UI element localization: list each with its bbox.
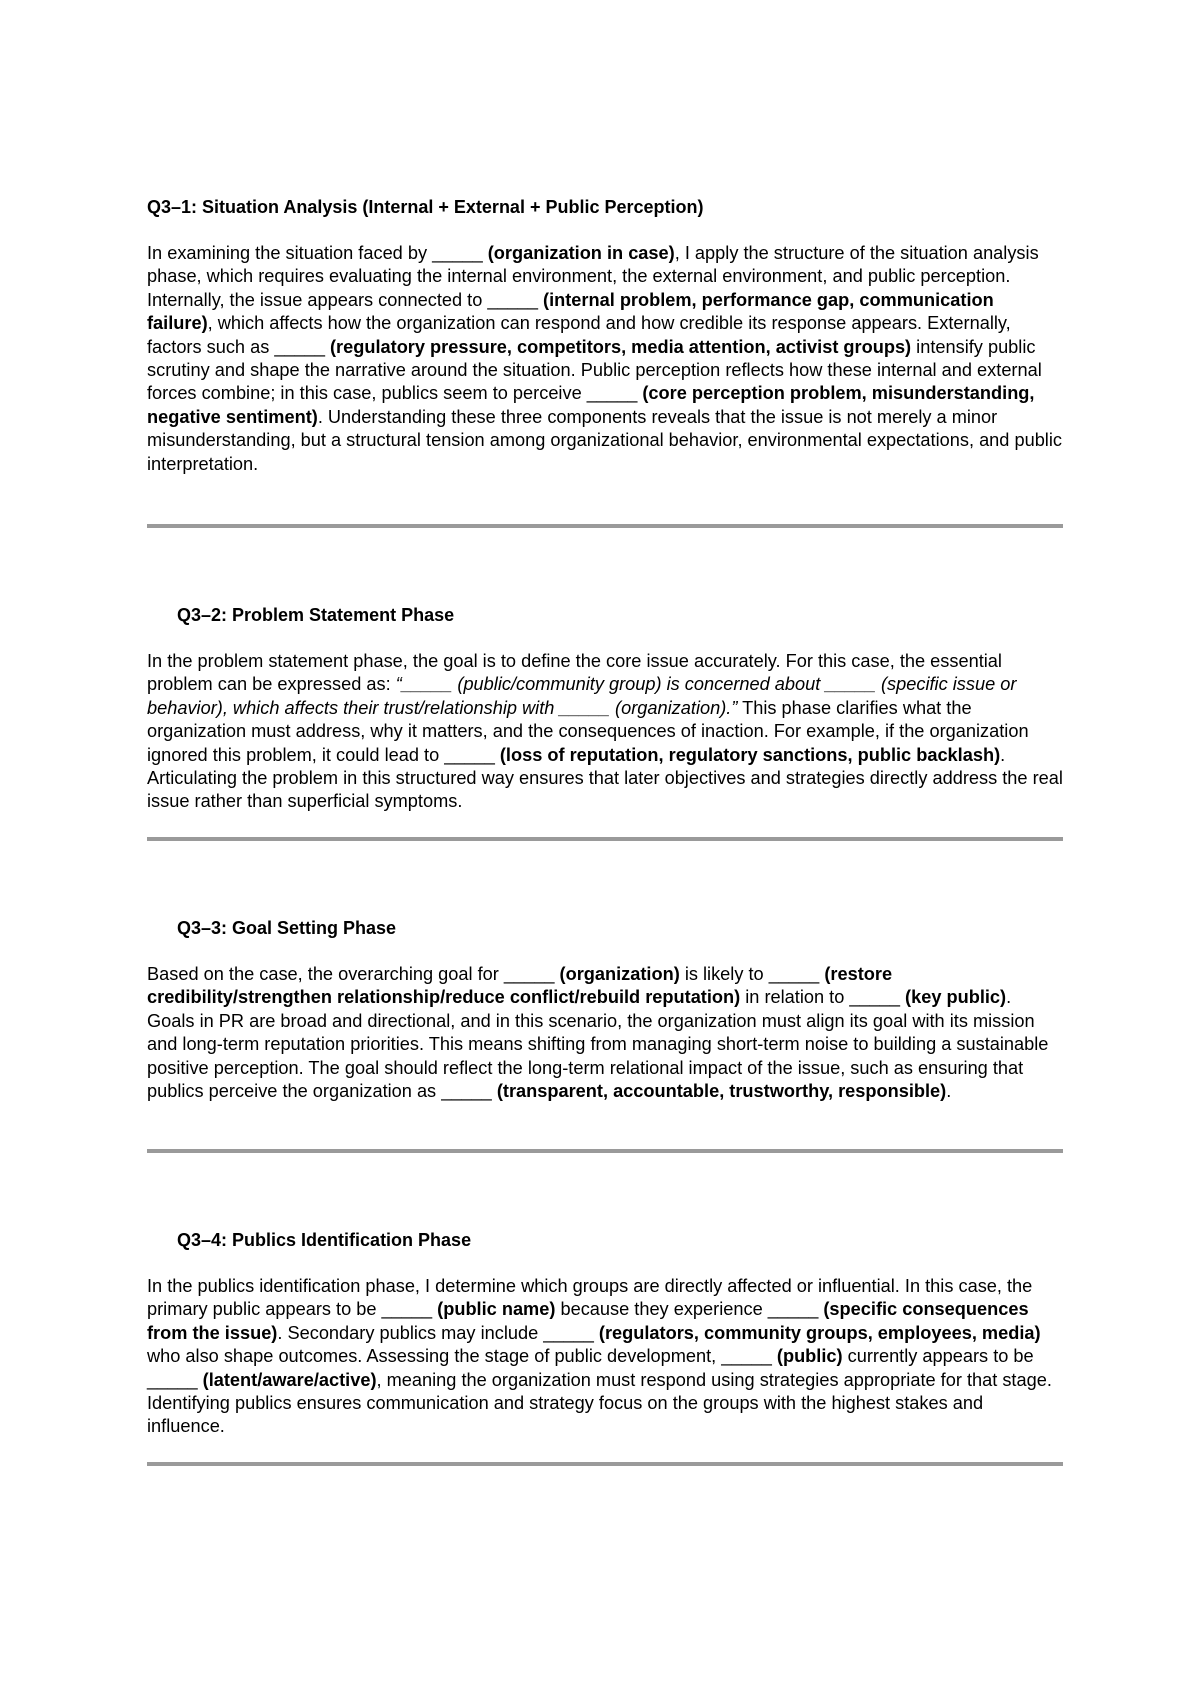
paragraph-text: is likely to _____ [679,964,825,984]
section-divider [147,837,1063,841]
paragraph-text: currently appears to be _____ [147,1346,1034,1390]
placeholder-hint: (organization) [559,964,680,984]
placeholder-hint: (specific consequences from the issue) [147,1299,1029,1343]
section-publics-identification [147,1229,1063,1439]
section-heading: Q3–3: Goal Setting Phase [177,918,397,938]
paragraph-text: because they experience _____ [555,1299,824,1320]
paragraph-text: . [946,1081,952,1102]
paragraph-text: . Understanding these three components reveals that the issue is not merely a minor misunderstanding, but a structural tension among organizational behavior, environmental expectations, and public interpretation. [147,406,1062,474]
paragraph-text: , I apply the structure of the situation analysis phase, which requires evaluating the internal environment, the external environment, and public perception. Internally, the issue appears connected to _____ [147,243,1039,310]
paragraph-text: In the publics identification phase, I determine which groups are directly affected or influential. In this case, the primary public appears to be _____ [147,1276,1033,1320]
placeholder-hint: (transparent, accountable, trustworthy, responsible) [496,1081,947,1102]
section-paragraph [147,1275,1063,1439]
section-heading: Q3–2: Problem Statement Phase [177,605,455,625]
paragraph-text: This phase clarifies what the organization must address, why it matters, and the consequences of inaction. For example, if the organization ignored this problem, it could lead to _____ [147,697,1029,765]
placeholder-hint: (core perception problem, misunderstanding, negative sentiment) [147,383,1035,427]
section-paragraph [147,963,1063,1103]
section-paragraph [147,650,1063,814]
placeholder-hint: (loss of reputation, regulatory sanctions, public backlash) [499,744,1001,765]
section-divider [147,1149,1063,1153]
paragraph-text: . Secondary publics may include _____ [277,1322,599,1343]
placeholder-hint: (latent/aware/active) [202,1369,377,1390]
paragraph-text: intensify public scrutiny and shape the narrative around the situation. Public perception reflects how these internal and external forces combine; in this case, publics seem to perceive _____ [147,336,1042,404]
paragraph-text: In the problem statement phase, the goal is to define the core issue accurately. For this case, the essential problem can be expressed as: [147,651,1002,695]
placeholder-hint: (public name) [437,1299,556,1320]
paragraph-text: . Articulating the problem in this structured way ensures that later objectives and strategies directly address the real issue rather than superficial symptoms. [147,744,1063,812]
paragraph-text: Based on the case, the overarching goal for _____ [147,964,560,984]
placeholder-hint: (organization in case) [487,243,675,263]
placeholder-hint: (restore credibility/strengthen relationship/reduce conflict/rebuild reputation) [147,964,893,1008]
paragraph-text: . Goals in PR are broad and directional, and in this scenario, the organization must align its goal with its mission and long-term reputation priorities. This means shifting from managing short-term noise to building a sustainable positive perception. The goal should reflect the long-term relational impact of the issue, such as ensuring that publics perceive the organization as _____ [147,987,1049,1102]
placeholder-hint: (regulatory pressure, competitors, media attention, activist groups) [330,336,912,357]
section-problem-statement [147,604,1063,814]
problem-template-italic: “_____ (public/community group) is concerned about _____ (specific issue or behavior), which affects their trust/relationship with _____ (organization).” [147,674,1017,718]
placeholder-hint: (regulators, community groups, employees, media) [598,1322,1041,1343]
placeholder-hint: (key public) [905,987,1007,1008]
paragraph-text: , which affects how the organization can respond and how credible its response appears. Externally, factors such as _____ [147,313,1011,357]
section-heading: Q3–1: Situation Analysis (Internal + External + Public Perception) [147,197,704,217]
section-divider [147,1462,1063,1466]
section-heading: Q3–4: Publics Identification Phase [177,1230,472,1250]
paragraph-text: in relation to _____ [740,987,906,1008]
paragraph-text: , meaning the organization must respond using strategies appropriate for that stage. Identifying publics ensures communication and strategy focus on the groups with the highest stakes and influence. [147,1369,1052,1437]
section-divider [147,524,1063,528]
placeholder-hint: (public) [776,1346,843,1367]
section-goal-setting [147,917,1063,1103]
paragraph-text: In examining the situation faced by _____ [147,243,488,263]
paragraph-text: who also shape outcomes. Assessing the stage of public development, _____ [147,1346,777,1367]
placeholder-hint: (internal problem, performance gap, communication failure) [147,289,994,334]
section-situation-analysis [147,196,1063,476]
section-paragraph [147,242,1063,476]
